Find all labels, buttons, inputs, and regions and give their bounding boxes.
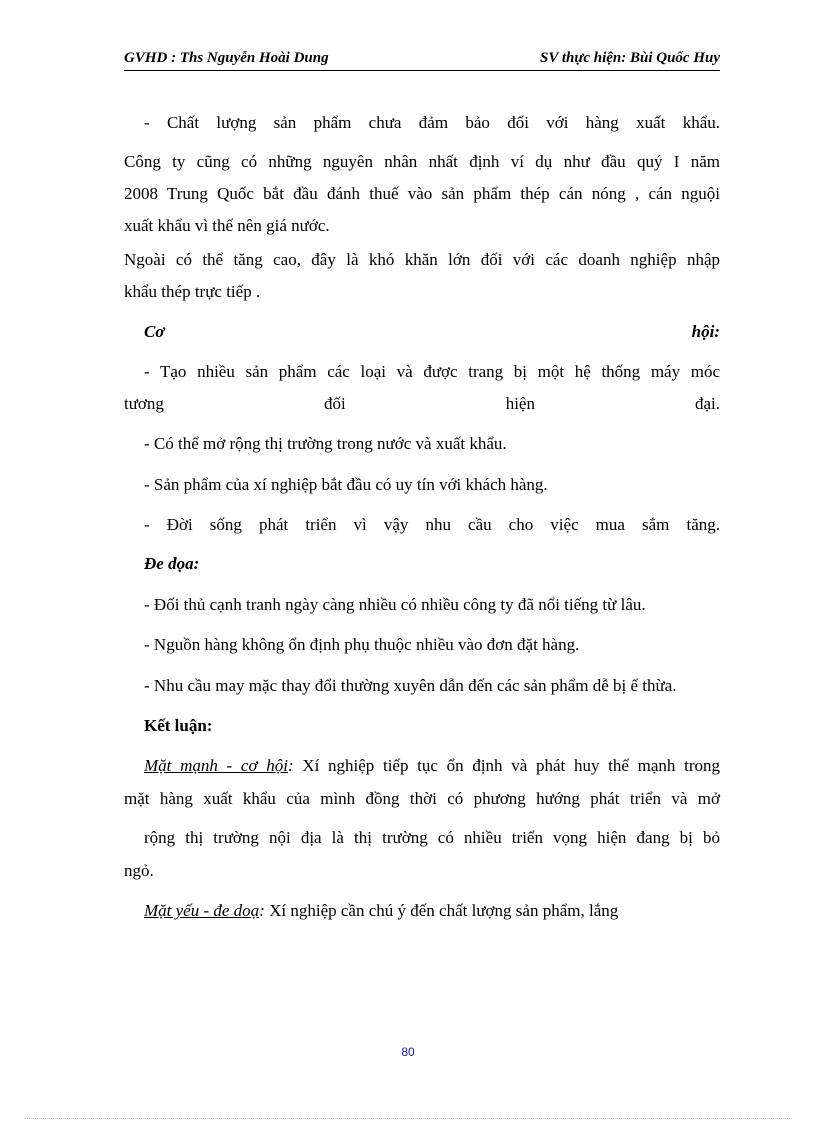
body-line: - Tạo nhiều sản phẩm các loại và được trang bị một hệ thống máy móc xyxy=(144,362,720,381)
header-supervisor: GVHD : Ths Nguyễn Hoài Dung xyxy=(124,50,329,66)
body-line: - Có thể mở rộng thị trường trong nước và xuất khẩu. xyxy=(144,434,507,453)
body-line: rộng thị trường nội địa là thị trường có nhiều triển vọng hiện đang bị bỏ xyxy=(144,828,720,847)
body-text: Xí nghiệp cần chú ý đến chất lượng sản phẩm, lắng xyxy=(264,901,619,920)
label-colon: : xyxy=(287,756,294,775)
body-line: - Đối thủ cạnh tranh ngày càng nhiều có nhiều công ty đã nổi tiếng từ lâu. xyxy=(144,595,646,614)
body-line: tương đối hiện đại. xyxy=(124,394,720,413)
body-line: - Đời sống phát triển vì vậy nhu cầu cho việc mua sắm tăng. xyxy=(144,515,720,534)
page-number: 80 xyxy=(401,1045,415,1059)
section-heading-conclusion: Kết luận: xyxy=(144,716,213,735)
heading-word: hội: xyxy=(691,322,720,341)
body-line: - Nguồn hàng không ổn định phụ thuộc nhiều vào đơn đặt hàng. xyxy=(144,635,580,654)
body-line: Công ty cũng có những nguyên nhân nhất định ví dụ như đầu quý I năm xyxy=(124,152,720,171)
page-header xyxy=(124,48,720,71)
body-text: Xí nghiệp tiếp tục ổn định và phát huy thế mạnh trong xyxy=(293,756,720,775)
body-line: 2008 Trung Quốc bắt đầu đánh thuế vào sản phẩm thép cán nóng , cán nguội xyxy=(124,184,720,203)
body-line: xuất khẩu vì thế nên giá nước. xyxy=(124,216,330,235)
body-line: - Chất lượng sản phẩm chưa đảm bảo đối với hàng xuất khẩu. xyxy=(144,113,720,132)
body-line: mặt hàng xuất khẩu của mình đồng thời có phương hướng phát triển và mở xyxy=(124,789,720,808)
body-line xyxy=(124,755,720,777)
strength-opportunity-label: Mặt mạnh - cơ hội xyxy=(144,756,288,775)
weakness-threat-label: Mặt yếu - đe doạ xyxy=(144,901,260,920)
page-bottom-divider xyxy=(24,1118,792,1119)
body-line: Ngoài có thể tăng cao, đây là khó khăn lớn đối với các doanh nghiệp nhập xyxy=(124,250,720,269)
body-line: ngỏ. xyxy=(124,861,154,880)
body-line: khẩu thép trực tiếp . xyxy=(124,282,261,301)
section-heading-threats: Đe dọa: xyxy=(144,554,200,573)
label-colon: : xyxy=(259,901,265,920)
body-line: - Nhu cầu may mặc thay đổi thường xuyên dẫn đến các sản phẩm dễ bị ế thừa. xyxy=(144,676,677,695)
heading-word: Cơ xyxy=(144,322,165,341)
header-student: SV thực hiện: Bùi Quốc Huy xyxy=(540,50,720,66)
body-line: - Sản phẩm của xí nghiệp bắt đầu có uy tín với khách hàng. xyxy=(144,475,548,494)
body-line xyxy=(124,900,720,922)
